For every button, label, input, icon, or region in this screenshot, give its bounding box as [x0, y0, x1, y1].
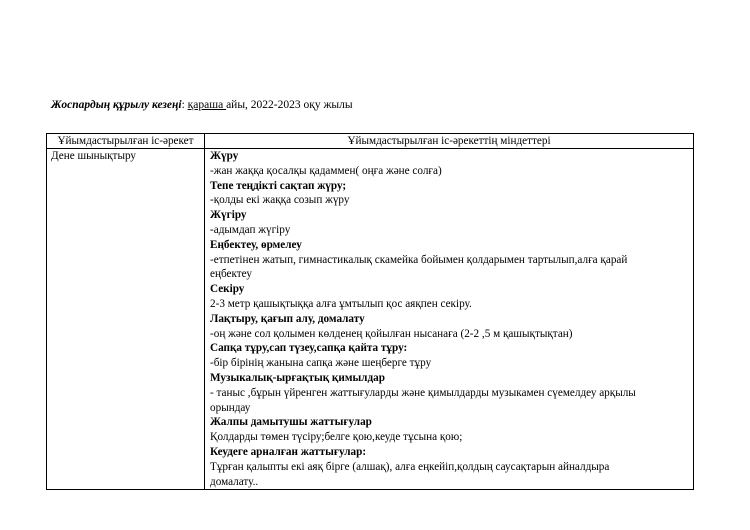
heading-month: қараша [187, 99, 227, 111]
plan-table [46, 133, 694, 490]
section-text: Тұрған қалыпты екі аяқ бірге (алшақ), алға еңкейіп,қолдың саусақтарын айналдыра [210, 460, 610, 473]
heading-rest: айы, 2022-2023 оқу жылы [226, 99, 353, 111]
section-text: орындау [210, 401, 251, 414]
section-title: Жүру [210, 150, 239, 162]
section-title: Музыкалық-ырғақтық қимылдар [210, 371, 385, 384]
plan-heading [51, 99, 353, 111]
header-activity: Ұйымдастырылған іс-әрекет [47, 134, 205, 149]
section-text: -бір бірінің жанына сапқа және шеңберге тұру [210, 357, 432, 370]
heading-separator: : [181, 99, 188, 111]
section-text: -оң және сол қолымен көлденең қойылған нысанаға (2-2 ,5 м қашықтықтан) [210, 327, 573, 340]
section-text: еңбектеу [210, 268, 252, 281]
section-title: Кеудеге арналған жаттығулар: [210, 445, 367, 458]
section-text: Қолдарды төмен түсіру;белге қою,кеуде тұсына қою; [210, 431, 463, 444]
section-title: Тепе теңдікті сақтап жүру; [210, 179, 347, 192]
section-title: Жалпы дамытушы жаттығулар [210, 416, 372, 429]
section-title: Жүгіру [210, 209, 247, 222]
heading-label: Жоспардың құрылу кезеңі [51, 99, 182, 111]
section-text: -жан жаққа қосалқы қадаммен( оңға және солға) [210, 164, 442, 177]
section-title: Еңбектеу, өрмелеу [210, 238, 302, 251]
section-text: домалату.. [210, 475, 259, 488]
table-header-row [47, 134, 694, 149]
section-title: Сапқа тұру,сап түзеу,сапқа қайта тұру: [210, 342, 408, 355]
tasks-cell [205, 149, 694, 490]
header-tasks: Ұйымдастырылған іс-әрекеттің міндеттері [205, 134, 694, 149]
table-row [47, 149, 694, 490]
section-text: -адымдап жүгіру [210, 223, 291, 236]
section-title: Лақтыру, қағып алу, домалату [210, 312, 365, 325]
section-title: Секіру [210, 283, 245, 296]
section-text: - таныс ,бұрын үйренген жаттығуларды және қимылдарды музыкамен сүемелдеу арқылы [210, 386, 636, 399]
section-text: -қолды екі жаққа созып жүру [210, 194, 350, 207]
section-text: -етпетінен жатып, гимнастикалық скамейка бойымен қолдарымен тартылып,алға қарай [210, 253, 628, 266]
activity-cell: Дене шынықтыру [47, 149, 205, 490]
section-text: 2-3 метр қашықтыққа алға ұмтылып қос аяқпен секіру. [210, 297, 472, 310]
